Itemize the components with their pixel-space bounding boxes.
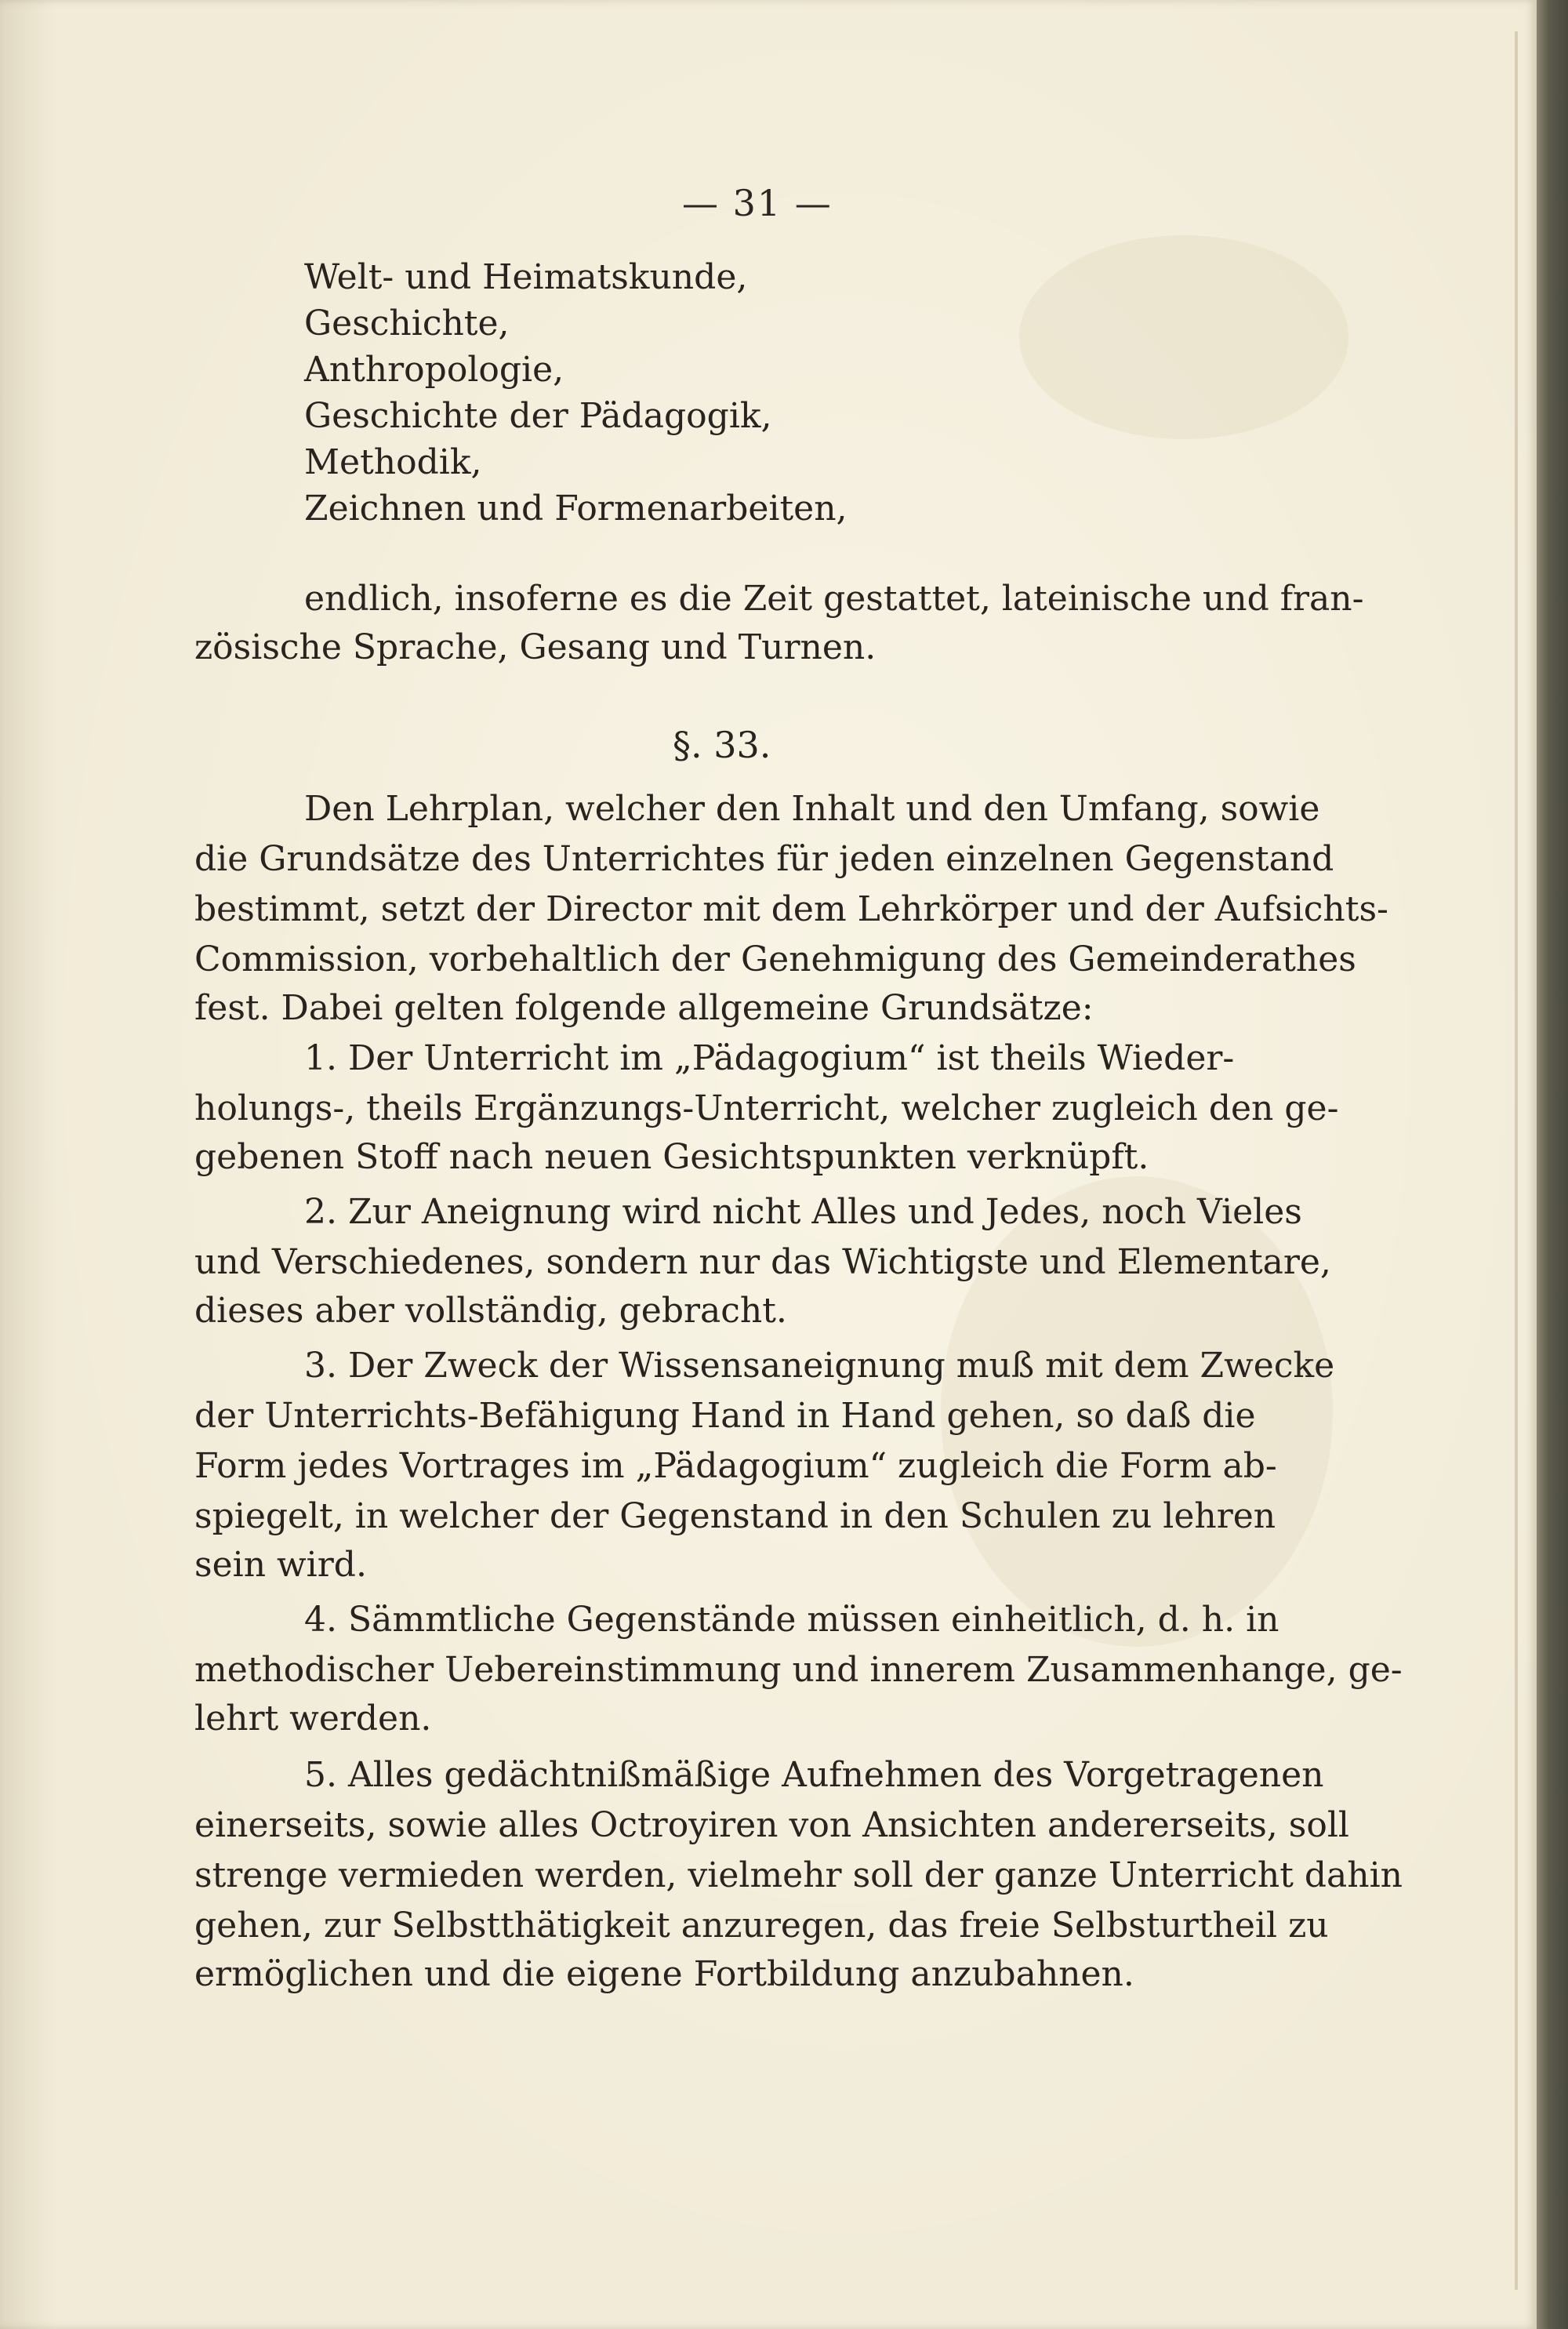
text-line: zösische Sprache, Gesang und Turnen.: [194, 627, 877, 667]
principle-5-line: strenge vermieden werden, vielmehr soll der ganze Unterricht dahin: [194, 1855, 1403, 1895]
page-edge-line: [1515, 31, 1518, 2290]
principle-4-line: lehrt werden.: [194, 1699, 432, 1739]
list-item: Geschichte der Pädagogik,: [304, 396, 772, 436]
principle-4-line: 4. Sämmtliche Gegenstände müssen einheitlich, d. h. in: [304, 1600, 1279, 1640]
section-heading: §. 33.: [673, 724, 771, 766]
list-item: Geschichte,: [304, 303, 510, 343]
text-line: bestimmt, setzt der Director mit dem Lehrkörper und der Aufsichts-: [194, 889, 1388, 929]
principle-3-line: spiegelt, in welcher der Gegenstand in den Schulen zu lehren: [194, 1496, 1276, 1536]
list-item: Methodik,: [304, 442, 482, 482]
principle-3-line: sein wird.: [194, 1545, 367, 1585]
principle-3-line: Form jedes Vortrages im „Pädagogium“ zugleich die Form ab-: [194, 1446, 1277, 1486]
principle-4-line: methodischer Uebereinstimmung und innerem Zusammenhange, ge-: [194, 1650, 1403, 1690]
list-item: Zeichnen und Formenarbeiten,: [304, 489, 848, 529]
paper-stain: [1019, 235, 1348, 439]
text-line: die Grundsätze des Unterrichtes für jeden einzelnen Gegenstand: [194, 839, 1334, 879]
principle-1-line: gebenen Stoff nach neuen Gesichtspunkten verknüpft.: [194, 1137, 1149, 1177]
principle-3-line: der Unterrichts-Befähigung Hand in Hand gehen, so daß die: [194, 1396, 1256, 1436]
principle-1-line: 1. Der Unterricht im „Pädagogium“ ist theils Wieder-: [304, 1038, 1235, 1078]
principle-1-line: holungs-, theils Ergänzungs-Unterricht, welcher zugleich den ge-: [194, 1088, 1339, 1128]
principle-5-line: 5. Alles gedächtnißmäßige Aufnehmen des Vorgetragenen: [304, 1755, 1324, 1795]
principle-2-line: 2. Zur Aneignung wird nicht Alles und Jedes, noch Vieles: [304, 1192, 1302, 1232]
principle-3-line: 3. Der Zweck der Wissensaneignung muß mit dem Zwecke: [304, 1346, 1335, 1386]
principle-5-line: gehen, zur Selbstthätigkeit anzuregen, das freie Selbsturtheil zu: [194, 1906, 1329, 1946]
book-edge: [1537, 0, 1568, 2329]
page-number: — 31 —: [682, 182, 833, 224]
principle-5-line: einerseits, sowie alles Octroyiren von Ansichten andererseits, soll: [194, 1805, 1349, 1845]
principle-2-line: dieses aber vollständig, gebracht.: [194, 1291, 787, 1331]
text-line: Den Lehrplan, welcher den Inhalt und den Umfang, sowie: [304, 789, 1320, 829]
list-item: Anthropologie,: [304, 350, 564, 390]
text-line: endlich, insoferne es die Zeit gestattet, lateinische und fran-: [304, 579, 1364, 619]
principle-5-line: ermöglichen und die eigene Fortbildung anzubahnen.: [194, 1954, 1134, 1994]
text-line: fest. Dabei gelten folgende allgemeine Grundsätze:: [194, 988, 1094, 1028]
text-line: Commission, vorbehaltlich der Genehmigung des Gemeinderathes: [194, 939, 1356, 979]
principle-2-line: und Verschiedenes, sondern nur das Wichtigste und Elementare,: [194, 1242, 1331, 1282]
list-item: Welt- und Heimatskunde,: [304, 257, 748, 297]
